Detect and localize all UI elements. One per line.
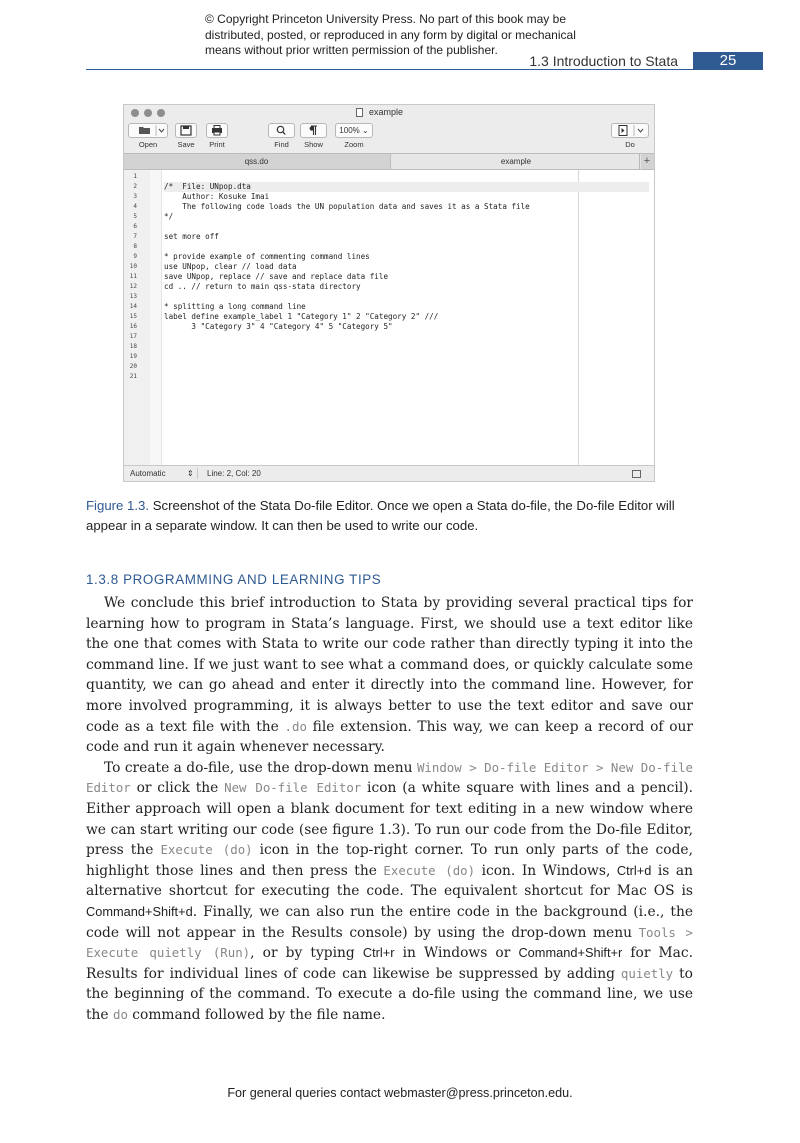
page-number: 25 [693, 52, 763, 70]
code-line [164, 222, 649, 232]
figure-caption [86, 496, 696, 536]
line-number: 14 [129, 303, 137, 310]
line-number: 7 [133, 233, 137, 240]
line-number: 18 [129, 343, 137, 350]
pilcrow-icon [301, 124, 326, 137]
line-number: 11 [129, 273, 137, 280]
do-extension: .do [284, 718, 307, 734]
p2-text-i: in Windows or [394, 945, 519, 962]
p2-quietly-code: quietly [620, 965, 674, 981]
up-down-arrows-icon: ⇕ [187, 469, 194, 478]
line-number: 1 [133, 173, 137, 180]
paragraph-1-text-b: file extension. This way, we can keep a record of our code and run it again whenever necessary. [86, 718, 693, 756]
copyright-line-2: distributed, posted, or reproduced in any form by digital or mechanical [205, 27, 576, 42]
do-label: Do [625, 140, 635, 149]
panel-icon[interactable] [632, 470, 641, 478]
add-tab-button[interactable]: + [639, 154, 654, 169]
line-number: 15 [129, 313, 137, 320]
line-number: 20 [129, 363, 137, 370]
execute-do-button[interactable] [611, 123, 649, 138]
code-line: cd .. // return to main qss-stata directory [164, 282, 361, 291]
p2-execute-1: Execute (do) [160, 842, 253, 858]
p2-text-b: or click the [130, 780, 225, 797]
p2-shortcut-ctrl-r: Ctrl+r [362, 945, 395, 961]
code-line: Author: Kosuke Imai [164, 192, 270, 201]
floppy-disk-icon [176, 124, 196, 137]
code-line: /* File: UNpop.dta [164, 182, 649, 192]
body-text [86, 593, 693, 1025]
line-number: 6 [133, 223, 137, 230]
p2-menu-path-1: Window > Do-file Editor > New Do-file Editor [86, 759, 693, 796]
status-divider [197, 468, 198, 479]
open-label: Open [138, 140, 158, 149]
p2-shortcut-cmd-r: Command+Shift+r [518, 945, 623, 961]
code-line: * splitting a long command line [164, 302, 306, 311]
running-title: 1.3 Introduction to Stata [529, 53, 678, 69]
save-button[interactable] [175, 123, 197, 138]
print-label: Print [209, 140, 225, 149]
tab-example[interactable]: example [390, 154, 641, 169]
header-rule [86, 69, 763, 70]
show-button[interactable] [300, 123, 327, 138]
tab-bar [124, 153, 654, 170]
line-number: 19 [129, 353, 137, 360]
status-bar [124, 465, 654, 481]
figure-label: Figure 1.3. [86, 498, 150, 513]
cursor-position: Line: 2, Col: 20 [207, 469, 261, 478]
copyright-line-3: means without prior written permission of the publisher. [205, 43, 498, 57]
section-heading: 1.3.8 PROGRAMMING AND LEARNING TIPS [86, 572, 382, 587]
zoom-select[interactable] [335, 123, 373, 138]
window-title: example [369, 107, 404, 117]
chevron-down-icon: ⌄ [362, 126, 369, 135]
line-number: 13 [129, 293, 137, 300]
minimize-window-button[interactable] [144, 109, 152, 117]
code-line: * provide example of commenting command lines [164, 252, 370, 261]
copyright-line-1: © Copyright Princeton University Press. No part of this book may be [205, 12, 566, 26]
caption-text: Screenshot of the Stata Do-file Editor. Once we open a Stata do-file, the Do-file Editor will appear in a separate window. It can then be used to write our code. [86, 498, 675, 533]
code-line: label define example_label 1 "Category 1" 2 "Category 2" /// [164, 312, 439, 321]
code-line [164, 372, 649, 382]
p2-text-j: for Mac. Results for individual lines of code can likewise be suppressed by adding [86, 945, 693, 982]
paragraph-1 [86, 593, 693, 758]
printer-icon [207, 124, 227, 137]
p2-icon-name: New Do-file Editor [224, 780, 362, 796]
code-line: use UNpop, clear // load data [164, 262, 297, 271]
close-window-button[interactable] [131, 109, 139, 117]
line-number: 5 [133, 213, 137, 220]
do-file-editor-window [123, 104, 655, 482]
code-line [164, 242, 649, 252]
code-line [164, 172, 649, 182]
show-label: Show [304, 140, 323, 149]
line-number: 17 [129, 333, 137, 340]
line-number: 4 [133, 203, 137, 210]
p2-text-l: command followed by the file name. [127, 1006, 386, 1023]
find-label: Find [274, 140, 289, 149]
code-line: save UNpop, replace // save and replace data file [164, 272, 389, 281]
p2-text-d: icon in the top-right corner. To run only parts of the code, highlight those lines and then press the [86, 842, 693, 879]
search-icon [269, 124, 294, 137]
footer-contact: For general queries contact webmaster@press.princeton.edu. [227, 1086, 573, 1100]
zoom-window-button[interactable] [157, 109, 165, 117]
code-line [164, 332, 649, 342]
p2-shortcut-cmd-d: Command+Shift+d [86, 903, 193, 919]
p2-text-h: , or by typing [250, 945, 363, 962]
line-number: 21 [129, 373, 137, 380]
p2-text-e: icon. In Windows, [475, 862, 617, 879]
window-titlebar [124, 105, 654, 121]
paragraph-1-text-a: We conclude this brief introduction to Stata by providing several practical tips for learning how to program in Stata’s language. First, we should use a text editor like the one that comes with Stata to write our code rather than directly typing it into the command line. If we just want to see what a command does, or quickly calculate some quantity, we can go ahead and enter it directly into the command line. However, for more involved programming, it is always better to use the text editor and save our code as a text file with the [86, 595, 693, 735]
code-line [164, 342, 649, 352]
document-icon [356, 108, 363, 117]
zoom-value: 100% [339, 126, 360, 135]
code-line: 3 "Category 3" 4 "Category 4" 5 "Category 5" [164, 322, 393, 331]
tab-qss-do[interactable]: qss.do [244, 157, 269, 166]
save-label: Save [177, 140, 195, 149]
p2-text-k: to the beginning of the command. To execute a do-file using the command line, we use the [86, 965, 693, 1023]
zoom-label: Zoom [344, 140, 364, 149]
p2-text-c: icon (a white square with lines and a pencil). Either approach will open a blank document for text editing in a new window where we can start writing our code (see figure 1.3). To run our code from the Do-file Editor, press the [86, 780, 694, 859]
fold-gutter [150, 170, 162, 465]
line-number: 3 [133, 193, 137, 200]
p2-execute-2: Execute (do) [383, 862, 476, 878]
code-line: set more off [164, 232, 219, 241]
syntax-mode-select[interactable]: Automatic [130, 469, 166, 478]
p2-do-code: do [112, 1006, 128, 1022]
code-line: */ [164, 212, 174, 221]
p2-text-a: To create a do-file, use the drop-down menu [104, 759, 417, 776]
code-line [164, 292, 649, 302]
line-number: 12 [129, 283, 137, 290]
p2-shortcut-ctrl-d: Ctrl+d [616, 862, 652, 878]
code-editor[interactable] [124, 170, 654, 465]
open-button[interactable] [128, 123, 168, 138]
line-number: 8 [133, 243, 137, 250]
line-number: 9 [133, 253, 137, 260]
copyright-notice [205, 12, 625, 59]
code-line [164, 362, 649, 372]
p2-text-g: . Finally, we can also run the entire code in the background (i.e., the code will not appear in the Results console) by using the drop-down menu [86, 903, 693, 941]
paragraph-2 [86, 758, 693, 1026]
code-line: The following code loads the UN population data and saves it as a Stata file [164, 202, 530, 211]
line-number: 16 [129, 323, 137, 330]
code-line [164, 352, 649, 362]
print-button[interactable] [206, 123, 228, 138]
p2-text-f: is an alternative shortcut for executing the code. The equivalent shortcut for Mac OS is [86, 862, 693, 900]
line-number: 2 [133, 183, 137, 190]
folder-icon [129, 124, 167, 137]
p2-menu-path-2: Tools > Execute quietly (Run) [86, 924, 693, 961]
line-number: 10 [129, 263, 137, 270]
execute-do-icon [612, 124, 648, 137]
find-button[interactable] [268, 123, 295, 138]
